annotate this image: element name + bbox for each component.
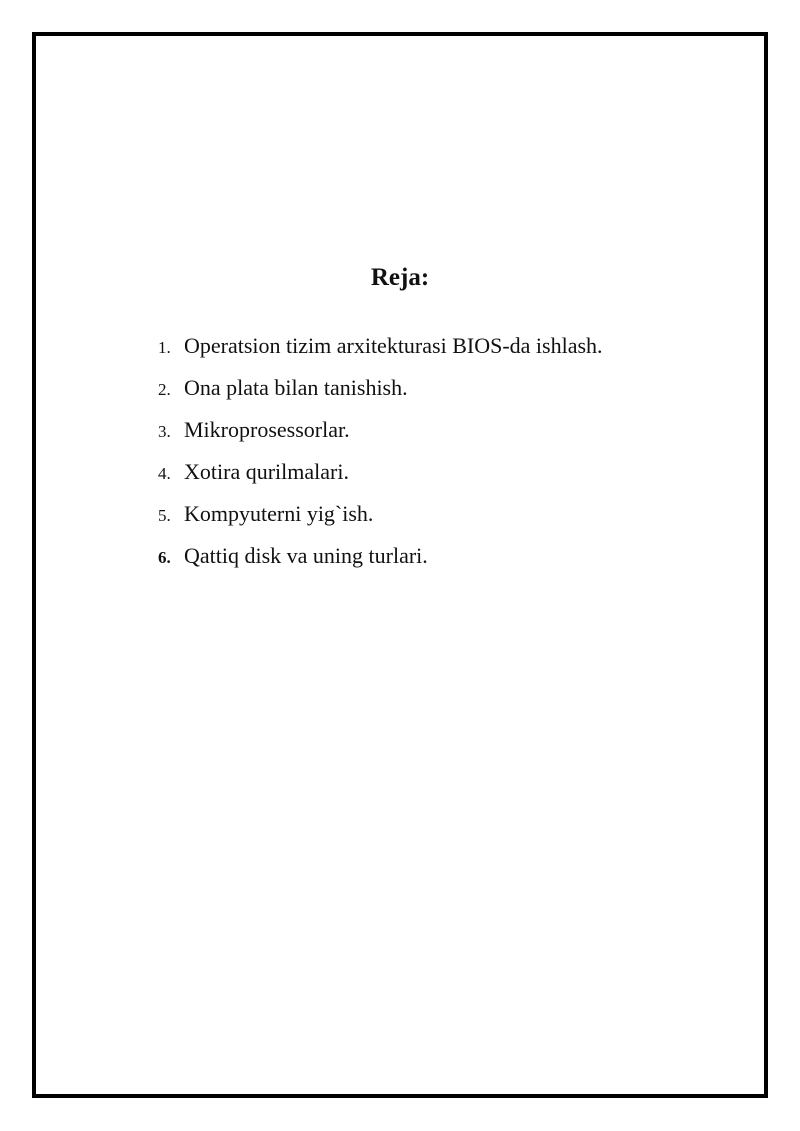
list-item	[158, 538, 603, 580]
item-text: Xotira qurilmalari.	[184, 459, 349, 484]
page-frame	[32, 32, 768, 1098]
item-text: Mikroprosessorlar.	[184, 417, 350, 442]
list-item	[158, 412, 603, 454]
list-item	[158, 370, 603, 412]
page-title: Reja:	[370, 264, 430, 291]
item-number: 1.	[158, 338, 171, 357]
item-number: 3.	[158, 422, 171, 441]
item-number: 6.	[158, 548, 171, 567]
plan-list	[158, 328, 603, 580]
item-number: 5.	[158, 506, 171, 525]
item-number: 2.	[158, 380, 171, 399]
list-item	[158, 454, 603, 496]
item-text: Operatsion tizim arxitekturasi BIOS-da ishlash.	[184, 333, 603, 358]
item-text: Ona plata bilan tanishish.	[184, 375, 408, 400]
item-text: Qattiq disk va uning turlari.	[184, 543, 428, 568]
item-text: Kompyuterni yig`ish.	[184, 501, 374, 526]
list-item	[158, 496, 603, 538]
item-number: 4.	[158, 464, 171, 483]
list-item	[158, 328, 603, 370]
